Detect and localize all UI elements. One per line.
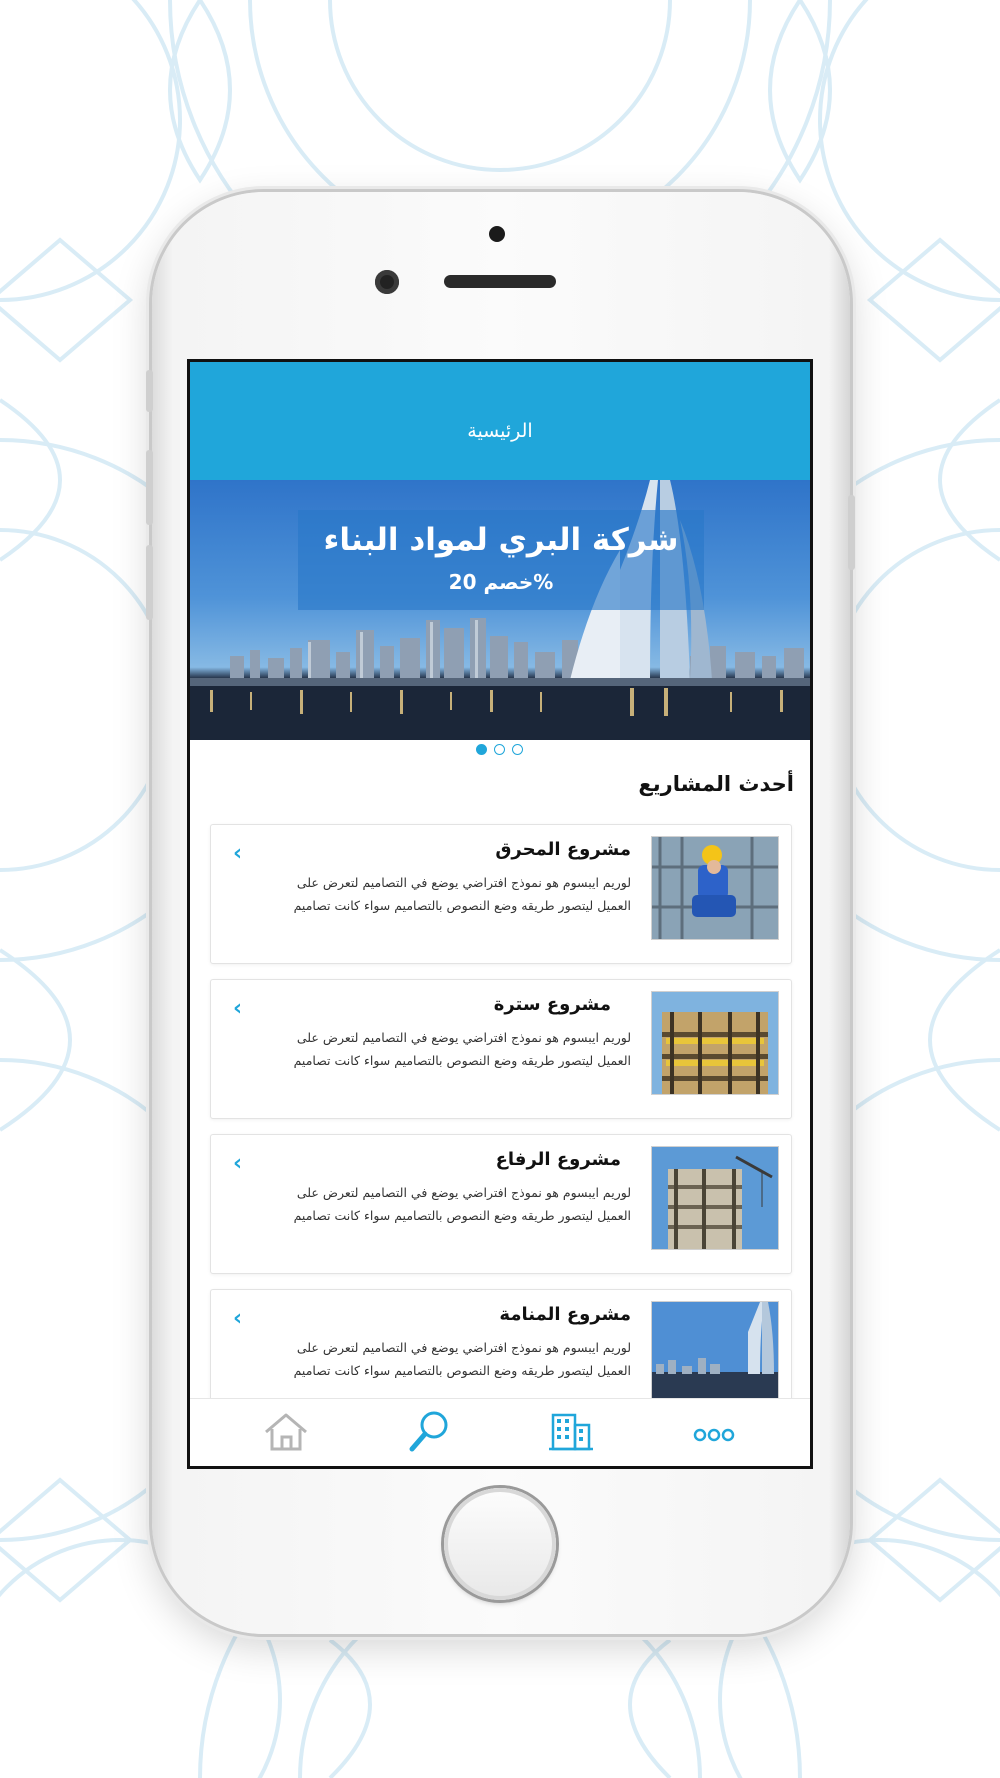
project-title: مشروع المنامة [499,1304,631,1325]
section-title: أحدث المشاريع [638,772,794,796]
project-description: لوريم ايبسوم هو نموذج افتراضي يوضع في التصاميم لتعرض على العميل ليتصور طريقه وضع النصوص بالتصاميم سواء كانت تصاميم [293,1340,631,1378]
project-description: لوريم ايبسوم هو نموذج افتراضي يوضع في التصاميم لتعرض على العميل ليتصور طريقه وضع النصوص بالتصاميم سواء كانت تصاميم [293,875,631,913]
project-thumbnail [651,991,779,1095]
project-card[interactable] [210,979,792,1119]
project-thumbnail [651,1146,779,1250]
front-camera [375,270,399,294]
app-header [190,362,810,480]
banner-title: شركة البري لمواد البناء [323,522,679,558]
page-title: الرئيسية [467,420,533,442]
project-title: مشروع الرفاع [495,1149,621,1170]
tab-projects[interactable] [543,1405,603,1461]
chevron-left-icon[interactable]: ‹ [233,996,243,1021]
carousel-dot-1[interactable] [476,744,487,755]
project-card[interactable] [210,824,792,964]
power-button [848,495,855,570]
banner-caption [298,510,704,610]
tab-home[interactable] [258,1405,318,1461]
project-title: مشروع المحرق [495,839,631,860]
banner-discount: خصم 20% [448,570,554,594]
project-description: لوريم ايبسوم هو نموذج افتراضي يوضع في التصاميم لتعرض على العميل ليتصور طريقه وضع النصوص بالتصاميم سواء كانت تصاميم [293,1030,631,1068]
volume-down-button [146,545,153,620]
promo-banner[interactable] [190,480,810,740]
earpiece-speaker [444,275,556,288]
buildings-icon [543,1405,599,1461]
volume-up-button [146,450,153,525]
carousel-indicator [474,744,530,758]
chevron-left-icon[interactable]: ‹ [233,1151,243,1176]
home-button[interactable] [444,1488,556,1600]
tab-more[interactable] [686,1405,746,1461]
bottom-tab-bar [190,1398,810,1466]
project-title: مشروع سترة [493,994,611,1015]
home-icon [258,1405,314,1461]
carousel-dot-2[interactable] [494,744,505,755]
project-card[interactable] [210,1134,792,1274]
project-thumbnail [651,1301,779,1405]
tab-search[interactable] [402,1405,462,1461]
chevron-left-icon[interactable]: ‹ [233,1306,243,1331]
chevron-left-icon[interactable]: ‹ [233,841,243,866]
app-screen [190,362,810,1466]
mute-switch [146,370,153,412]
project-thumbnail [651,836,779,940]
more-icon [686,1405,742,1461]
project-description: لوريم ايبسوم هو نموذج افتراضي يوضع في التصاميم لتعرض على العميل ليتصور طريقه وضع النصوص بالتصاميم سواء كانت تصاميم [293,1185,631,1223]
carousel-dot-3[interactable] [512,744,523,755]
proximity-sensor [489,226,505,242]
search-icon [402,1405,458,1461]
